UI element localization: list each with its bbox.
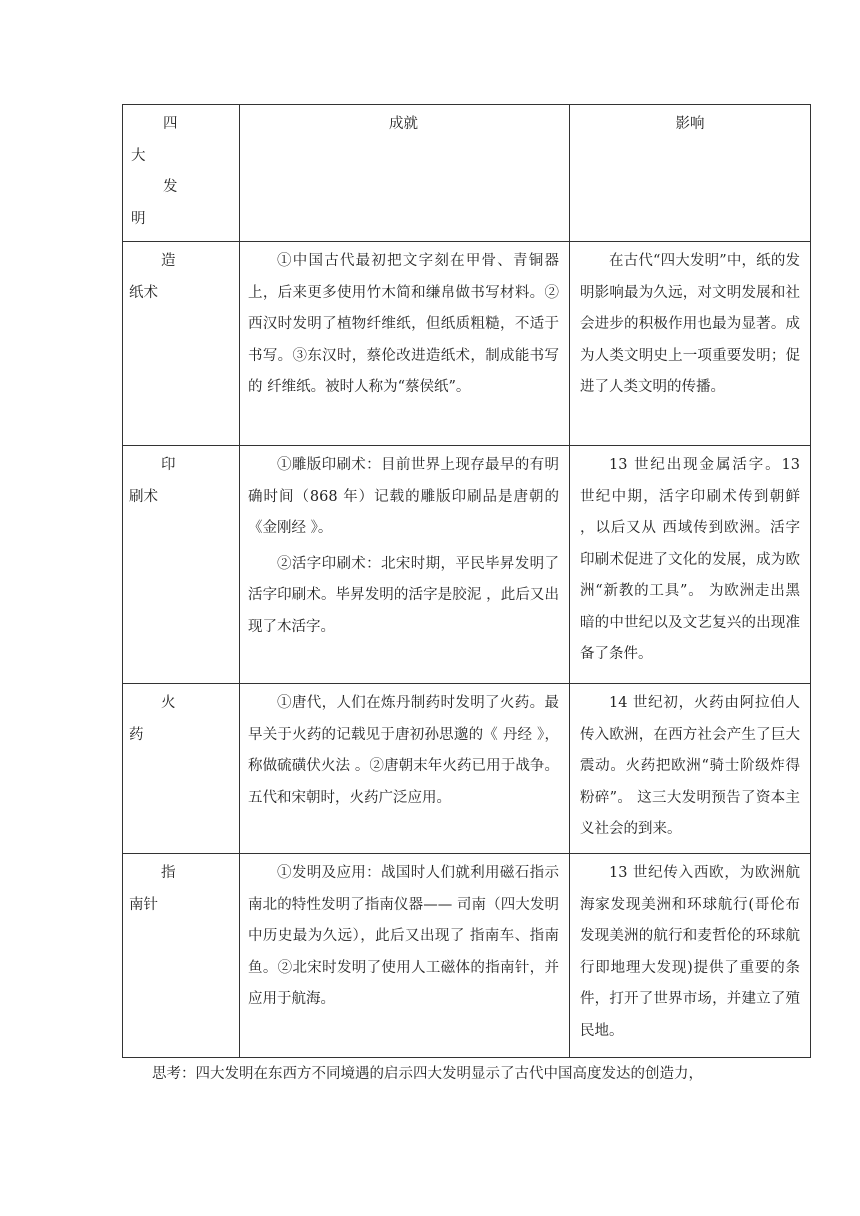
achievement-text: ①发明及应用：战国时人们就利用磁石指示南北的特性发明了指南仪器—— 司南（四大发明中历史最为久远），此后又出现了 指南车、指南鱼。②北宋时发明了使用人工磁体的指南针，并应用于航海。 bbox=[248, 865, 559, 1007]
influence-text: 13 世纪出现金属活字。13 世纪中期，活字印刷术传到朝鲜 ，以后又从 西域传到欧洲。活字印刷术促进了文化的发展，成为欧洲“新教的工具”。 为欧洲走出黑暗的中世纪以及文艺复兴的出现准备了条件。 bbox=[580, 457, 800, 662]
header-influence: 影响 bbox=[570, 105, 811, 242]
header-char: 大 bbox=[131, 147, 146, 164]
achievement-text: ①唐代，人们在炼丹制药时发明了火药。最早关于火药的记载见于唐初孙思邈的《 丹经 》，称做硫磺伏火法 。②唐朝末年火药已用于战争。五代和宋朝时，火药广泛应用。 bbox=[248, 695, 559, 806]
reflection-text: 思考：四大发明在东西方不同境遇的启示四大发明显示了古代中国高度发达的创造力， bbox=[152, 1066, 703, 1082]
invention-name-line: 纸术 bbox=[129, 284, 158, 301]
influence-text: 14 世纪初，火药由阿拉伯人传入欧洲，在西方社会产生了巨大震动。火药把欧洲“骑士阶级炸得粉碎”。 这三大发明预告了资本主义社会的到来。 bbox=[580, 695, 800, 837]
invention-name-line: 火 bbox=[161, 695, 176, 711]
four-inventions-table bbox=[122, 104, 811, 1058]
table-header-row bbox=[123, 105, 811, 242]
invention-name bbox=[123, 854, 240, 1058]
table-row-compass bbox=[123, 854, 811, 1058]
influence-cell bbox=[570, 684, 811, 854]
achievement-cell bbox=[240, 854, 570, 1058]
invention-name-line: 印 bbox=[161, 457, 176, 473]
invention-name bbox=[123, 242, 240, 446]
invention-name-line: 刷术 bbox=[129, 488, 158, 505]
invention-name-line: 造 bbox=[161, 253, 176, 269]
achievement-text: ①中国古代最初把文字刻在甲骨、青铜器上，后来更多使用竹木简和缣帛做书写材料。②西汉时发明了植物纤维纸，但纸质粗糙，不适于书写。③东汉时，蔡伦改进造纸术，制成能书写的 纤维纸。被时人称为“蔡侯纸”。 bbox=[248, 253, 559, 395]
achievement-cell bbox=[240, 242, 570, 446]
invention-name-line: 南针 bbox=[129, 896, 158, 913]
influence-cell bbox=[570, 446, 811, 684]
invention-name-line: 药 bbox=[129, 726, 144, 743]
invention-name bbox=[123, 446, 240, 684]
achievement-cell bbox=[240, 684, 570, 854]
influence-text: 在古代“四大发明”中，纸的发明影响最为久远，对文明发展和社会进步的积极作用也最为显著。成为人类文明史上一项重要发明；促进了人类文明的传播。 bbox=[580, 253, 800, 395]
invention-name-line: 指 bbox=[161, 865, 176, 881]
achievement-text: ①雕版印刷术：目前世界上现存最早的有明确时间（868 年）记载的雕版印刷品是唐朝的《金刚经 》。 bbox=[248, 457, 559, 536]
influence-text: 13 世纪传入西欧，为欧洲航海家发现美洲和环球航行(哥伦布发现美洲的航行和麦哲伦的环球航行即地理大发现)提供了重要的条件，打开了世界市场，并建立了殖民地。 bbox=[580, 865, 800, 1039]
header-achievement: 成就 bbox=[240, 105, 570, 242]
header-char: 明 bbox=[131, 210, 146, 227]
influence-cell bbox=[570, 854, 811, 1058]
header-four-inventions bbox=[123, 105, 240, 242]
table-row-printing bbox=[123, 446, 811, 684]
invention-name bbox=[123, 684, 240, 854]
header-char: 发 bbox=[163, 179, 178, 195]
achievement-text: ②活字印刷术：北宋时期，平民毕昇发明了活字印刷术。毕昇发明的活字是胶泥 ，此后又出现了木活字。 bbox=[248, 555, 559, 635]
table-row-papermaking bbox=[123, 242, 811, 446]
table-row-gunpowder bbox=[123, 684, 811, 854]
achievement-cell bbox=[240, 446, 570, 684]
header-char: 四 bbox=[163, 116, 178, 132]
influence-cell bbox=[570, 242, 811, 446]
